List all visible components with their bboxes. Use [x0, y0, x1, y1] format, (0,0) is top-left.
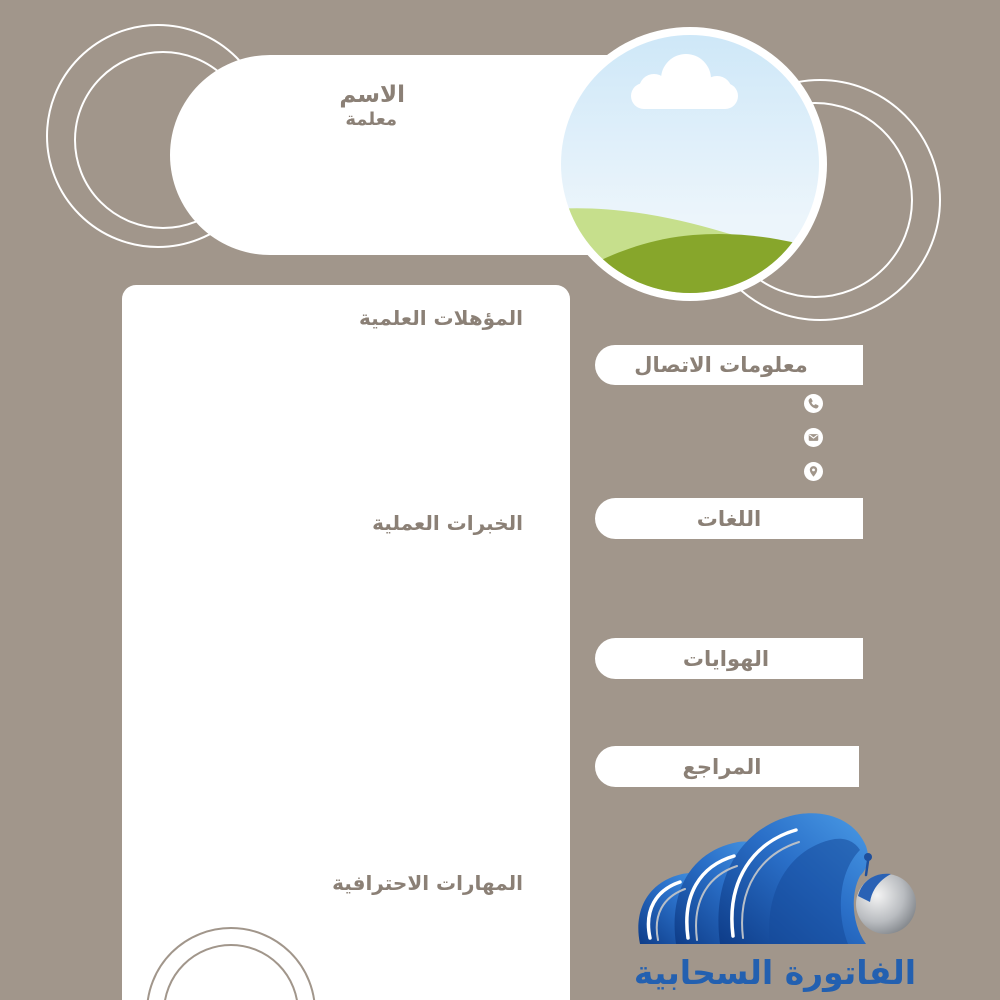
section-heading-experience: الخبرات العملية: [372, 511, 523, 535]
sidebar-heading-languages-label: اللغات: [696, 506, 762, 531]
cloud-waves-logo-icon: [630, 805, 925, 950]
phone-icon: [804, 394, 823, 413]
bottom-inner-ring: [164, 945, 298, 1000]
location-icon: [804, 462, 823, 481]
sidebar-heading-references: [595, 746, 859, 787]
section-heading-qualifications: المؤهلات العلمية: [359, 306, 523, 330]
section-heading-skills: المهارات الاحترافية: [332, 871, 523, 895]
sidebar-heading-hobbies-label: الهوايات: [682, 646, 770, 671]
sidebar-heading-references-label: المراجع: [682, 754, 762, 779]
profile-job-title: معلمة: [345, 109, 397, 130]
panel-decoration: [140, 920, 330, 1000]
landscape-placeholder-icon: [553, 27, 827, 301]
email-icon: [804, 428, 823, 447]
bottom-outer-ring: [147, 928, 315, 1000]
logo-wordmark: الفاتورة السحابية: [633, 953, 917, 992]
sidebar-heading-contact: [595, 345, 863, 385]
profile-name: الاسم: [339, 82, 405, 108]
sidebar-heading-languages: [595, 498, 863, 539]
sidebar-heading-contact-label: معلومات الاتصال: [634, 353, 808, 377]
sidebar-heading-hobbies: [595, 638, 863, 679]
